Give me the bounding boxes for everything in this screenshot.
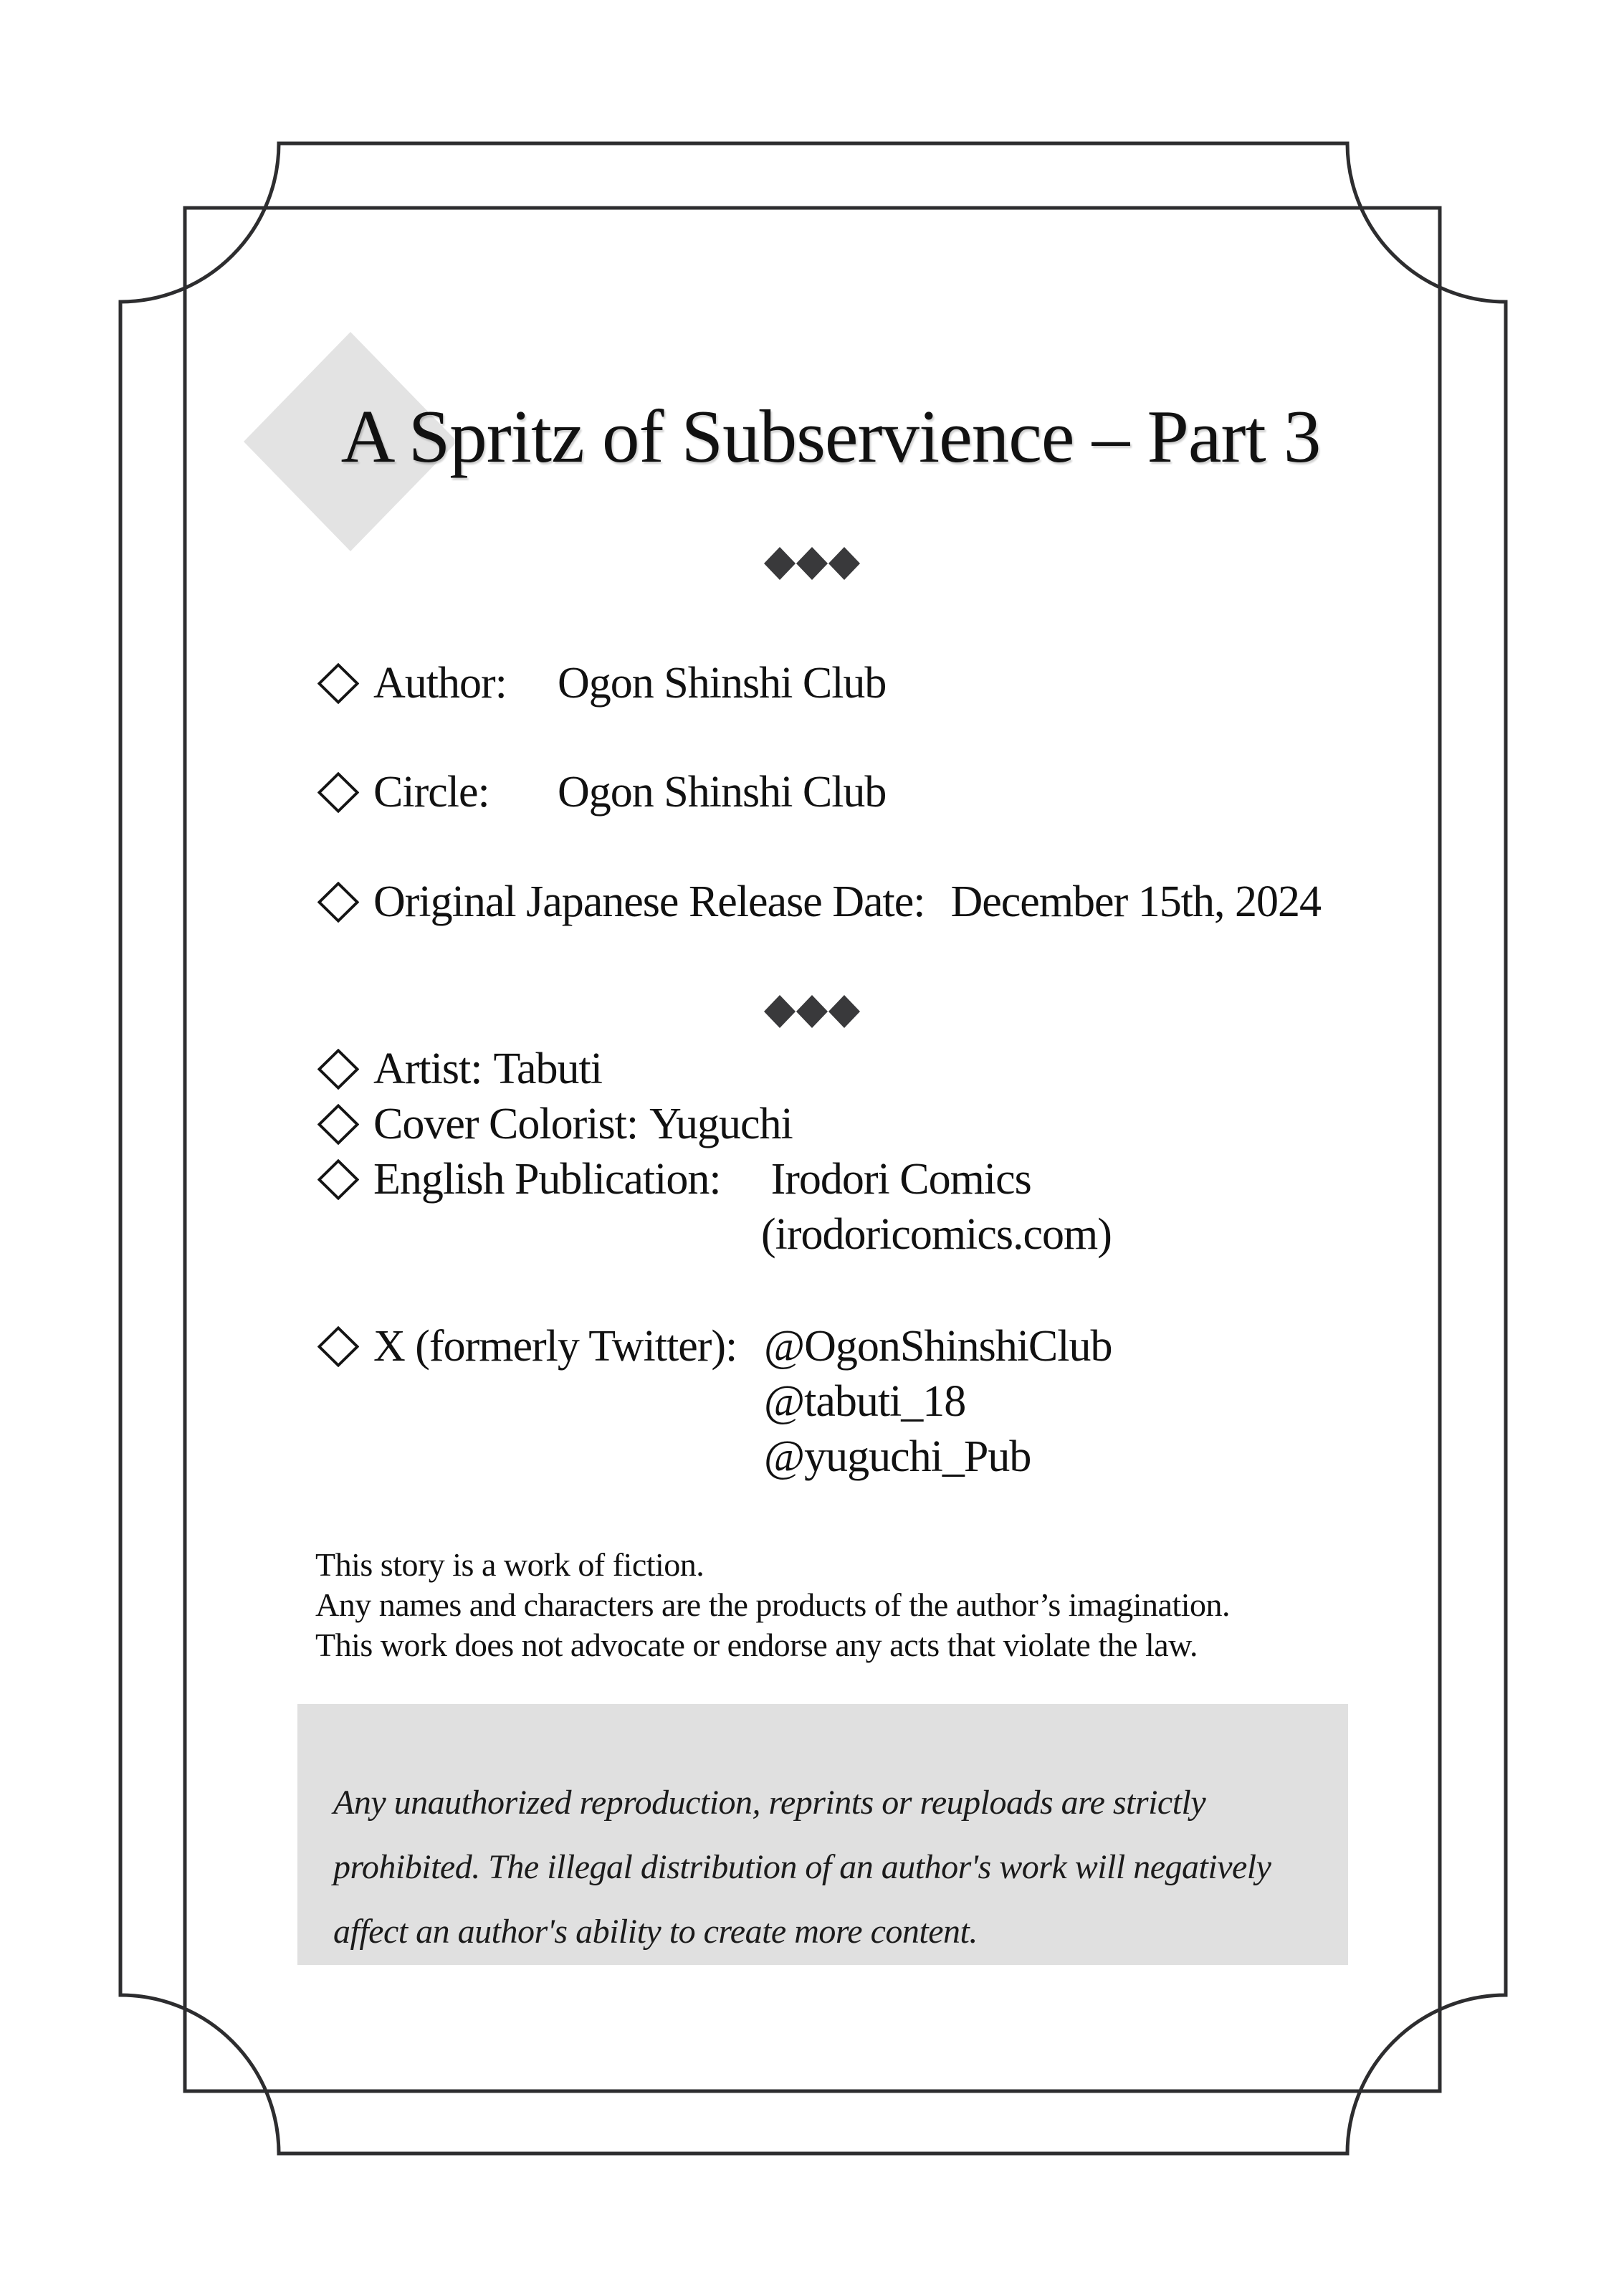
copyright-notice-box	[297, 1704, 1348, 1965]
artist-value: Tabuti	[493, 1044, 602, 1093]
notice-line: affect an author's ability to create more content.	[333, 1913, 978, 1951]
diamond-outline-icon	[317, 1326, 359, 1367]
author-row	[317, 657, 886, 709]
notice-line: prohibited. The illegal distribution of an author's work will negatively	[333, 1848, 1271, 1886]
social-handle: @OgonShinshiClub	[764, 1321, 1112, 1371]
filled-diamond-icon	[764, 995, 796, 1028]
filled-diamond-icon	[796, 547, 828, 580]
circle-row	[317, 766, 886, 818]
circle-label: Circle:	[373, 767, 489, 817]
circle-value: Ogon Shinshi Club	[558, 767, 887, 817]
diamond-outline-icon	[317, 1049, 359, 1090]
social-handle: @tabuti_18	[764, 1376, 966, 1426]
english-publication-value: Irodori Comics	[770, 1154, 1031, 1204]
english-publication-label: English Publication:	[373, 1154, 721, 1204]
cover-colorist-label: Cover Colorist:	[373, 1099, 639, 1148]
release-date-label: Original Japanese Release Date:	[373, 877, 925, 926]
cover-colorist-row	[317, 1098, 793, 1150]
author-label: Author:	[373, 658, 507, 708]
cover-colorist-value: Yuguchi	[649, 1099, 793, 1148]
social-handle: @yuguchi_Pub	[764, 1432, 1031, 1481]
disclaimer-line: This work does not advocate or endorse any acts that violate the law.	[315, 1627, 1198, 1663]
social-row	[317, 1320, 1112, 1372]
filled-diamond-icon	[828, 995, 860, 1028]
diamond-outline-icon	[317, 1159, 359, 1200]
artist-label: Artist:	[373, 1044, 482, 1093]
diamond-separator-top	[0, 547, 1624, 580]
notice-line: Any unauthorized reproduction, reprints or reuploads are strictly	[333, 1784, 1206, 1822]
publisher-website: (irodoricomics.com)	[761, 1209, 1112, 1259]
diamond-outline-icon	[317, 882, 359, 923]
disclaimer-line: Any names and characters are the products of the author’s imagination.	[315, 1586, 1230, 1623]
diamond-separator-middle	[0, 995, 1624, 1028]
author-value: Ogon Shinshi Club	[558, 658, 887, 708]
disclaimer-line: This story is a work of fiction.	[315, 1546, 704, 1583]
page-title: A Spritz of Subservience – Part 3	[340, 394, 1321, 478]
diamond-outline-icon	[317, 772, 359, 813]
diamond-outline-icon	[317, 1104, 359, 1145]
filled-diamond-icon	[796, 995, 828, 1028]
english-publication-row	[317, 1153, 1031, 1205]
filled-diamond-icon	[764, 547, 796, 580]
filled-diamond-icon	[828, 547, 860, 580]
artist-row	[317, 1043, 602, 1095]
social-label: X (formerly Twitter):	[373, 1321, 737, 1371]
release-date-row	[317, 876, 1321, 928]
diamond-outline-icon	[317, 663, 359, 704]
fiction-disclaimer	[315, 1545, 1230, 1665]
release-date-value: December 15th, 2024	[950, 877, 1321, 926]
